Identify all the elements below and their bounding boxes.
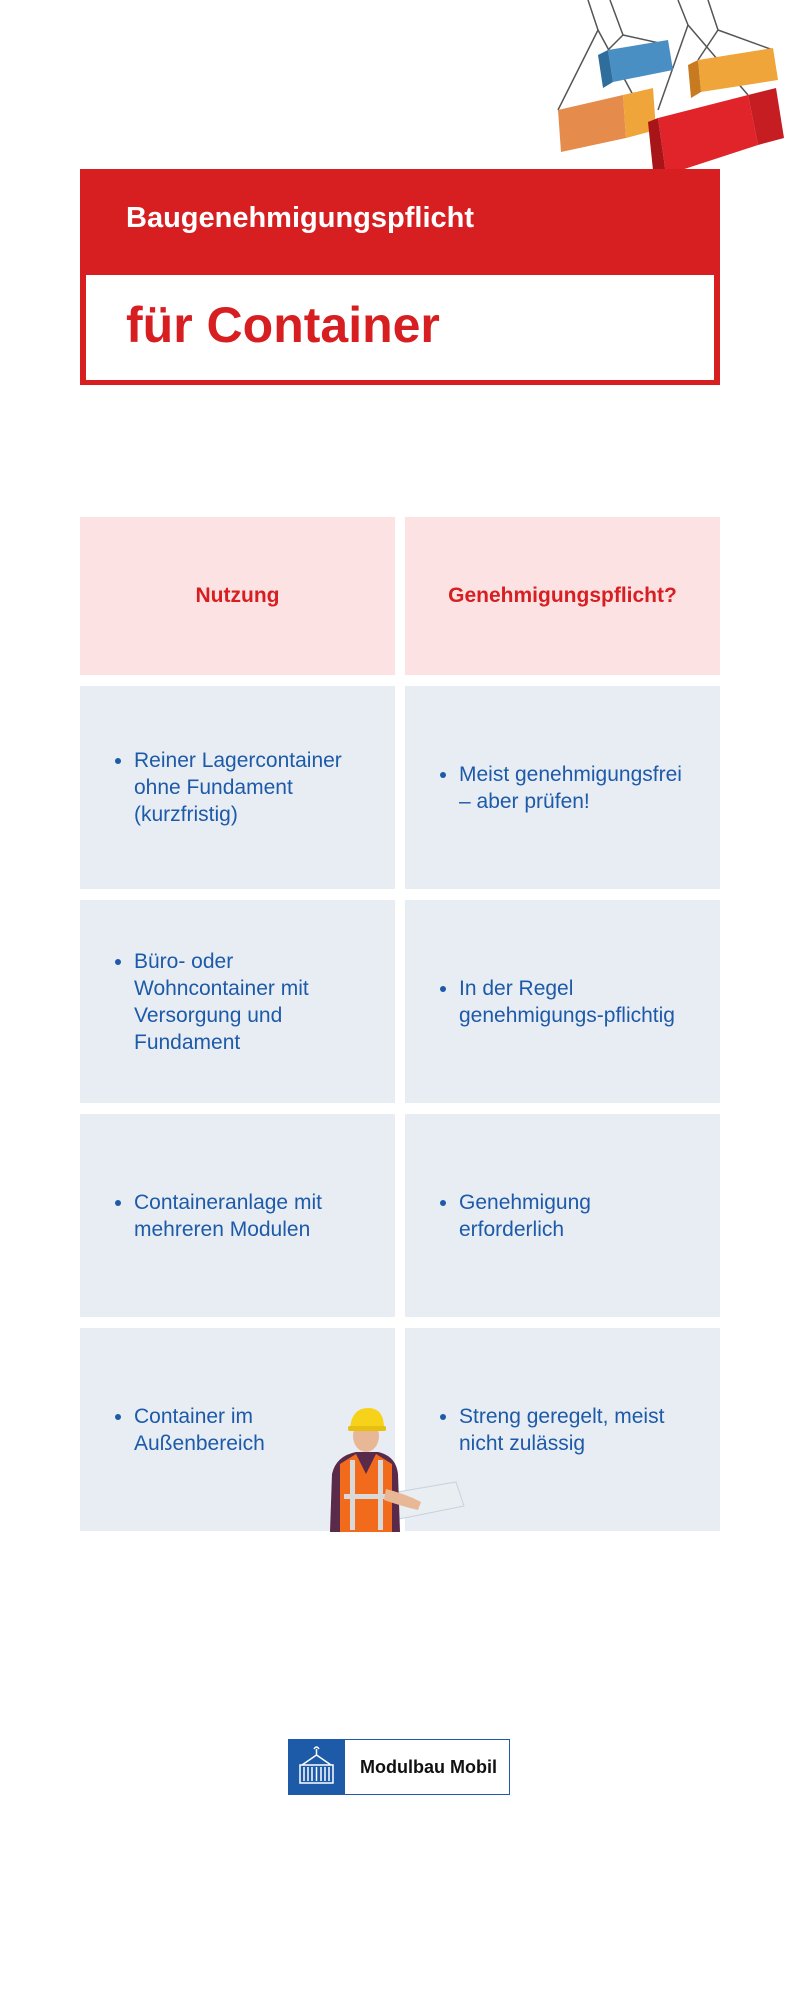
construction-worker-image [316, 1394, 466, 1532]
table-header-usage [80, 517, 395, 675]
hanging-containers-image [548, 0, 788, 190]
table-header-permit [405, 517, 720, 675]
list-item: • Genehmigung erforderlich [459, 1189, 690, 1243]
list-item: • Streng geregelt, meist nicht zulässig [459, 1403, 690, 1457]
table-cell-permit [405, 900, 720, 1103]
list-item: • Reiner Lagercontainer ohne Fundament (kurzfristig) [134, 747, 365, 828]
table-cell-permit [405, 1114, 720, 1317]
container-crane-icon [288, 1739, 345, 1795]
page-title: für Container [126, 297, 440, 353]
table-cell-usage [80, 1114, 395, 1317]
page-subtitle: Baugenehmigungspflicht [126, 202, 474, 234]
list-item: • Büro- oder Wohncontainer mit Versorgung und Fundament [134, 948, 365, 1056]
table-header-label: Nutzung [195, 584, 280, 607]
table-cell-usage [80, 686, 395, 889]
brand-name: Modulbau Mobil [360, 1757, 497, 1777]
list-item: • In der Regel genehmigungs-pflichtig [459, 975, 690, 1029]
list-item: • Containeranlage mit mehreren Modulen [134, 1189, 365, 1243]
list-item: • Meist genehmigungsfrei – aber prüfen! [459, 761, 690, 815]
list-item: • Container im Außenbereich [134, 1403, 365, 1457]
table-cell-permit [405, 686, 720, 889]
table-cell-usage [80, 900, 395, 1103]
table-header-label: Genehmigungspflicht? [448, 584, 677, 607]
